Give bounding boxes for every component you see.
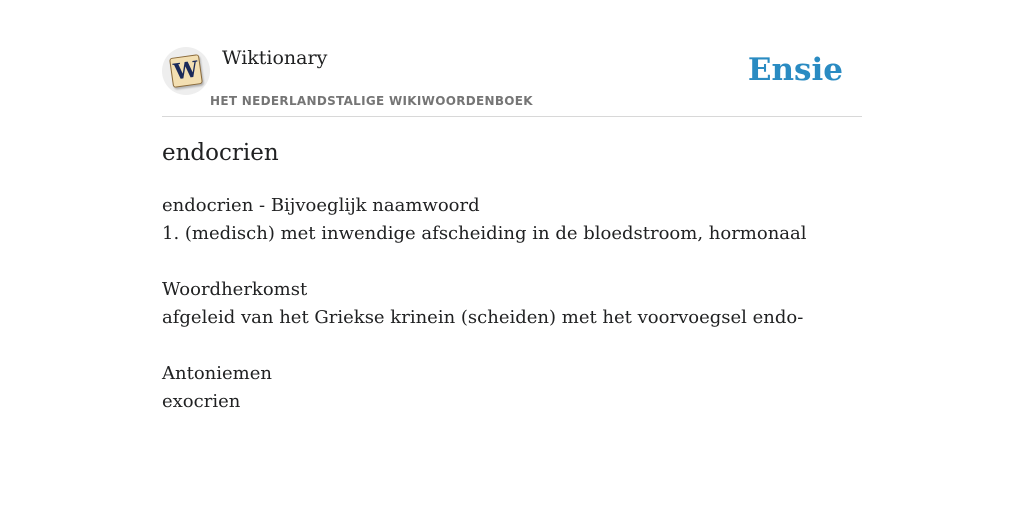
antonyms-heading: Antoniemen xyxy=(162,363,272,384)
etymology-text: afgeleid van het Griekse krinein (scheiden) met het voorvoegsel endo- xyxy=(162,307,804,328)
part-of-speech-line: endocrien - Bijvoeglijk naamwoord xyxy=(162,195,480,216)
page-title: endocrien xyxy=(162,140,279,166)
etymology-heading: Woordherkomst xyxy=(162,279,308,300)
antonyms-text: exocrien xyxy=(162,391,241,412)
definition-line: 1. (medisch) met inwendige afscheiding in de bloedstroom, hormonaal xyxy=(162,223,807,244)
wiktionary-w-tile-icon: W xyxy=(169,54,203,88)
ensie-brand-link[interactable]: Ensie xyxy=(747,52,843,88)
site-tagline: HET NEDERLANDSTALIGE WIKIWOORDENBOEK xyxy=(210,94,533,108)
blank-line xyxy=(162,332,807,360)
entry-content xyxy=(162,192,807,416)
site-name[interactable]: Wiktionary xyxy=(222,47,328,69)
site-header xyxy=(162,40,862,117)
blank-line xyxy=(162,248,807,276)
wiktionary-logo[interactable] xyxy=(162,47,210,95)
